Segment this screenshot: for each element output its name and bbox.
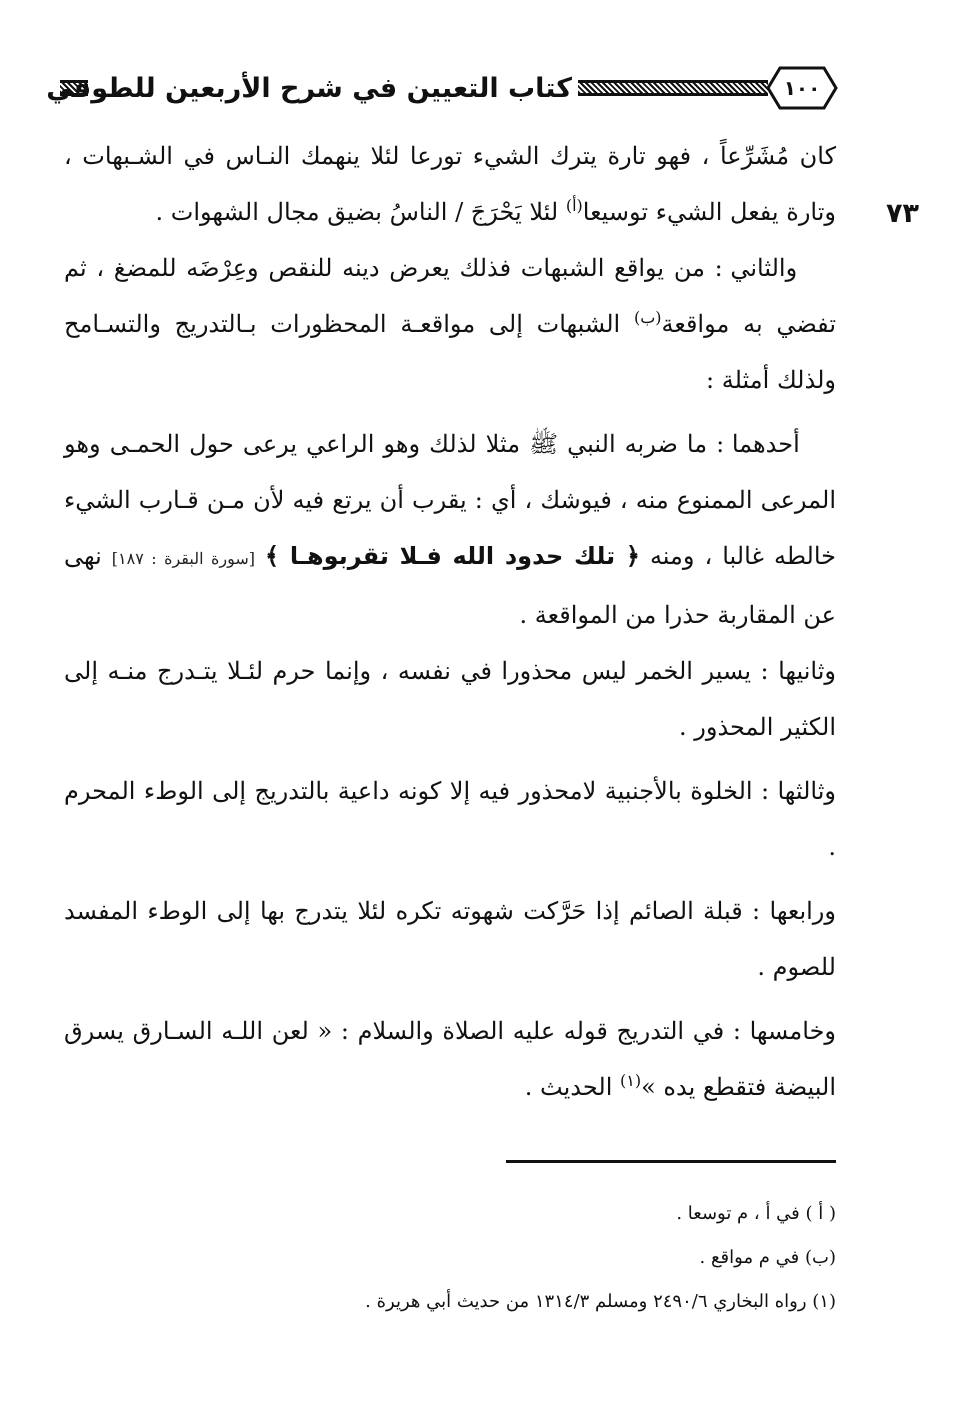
page-header	[46, 62, 836, 118]
paragraph-2: والثاني : من يواقع الشبهات فذلك يعرض دينه للنقص وعِرْضَه للمضغ ، ثم تفضي به مواقعة$^{(ب)}$ الشبهات إلى مواقعـة المحظورات بـالتدريج والتسـامح ولذلك أمثلة :	[64, 254, 836, 394]
paragraph-7: وخامسها : في التدريج قوله عليه الصلاة والسلام : « لعن اللـه السـارق يسرق البيضة فتقطع يده »$^{(١)}$ الحديث .	[64, 1017, 836, 1101]
paragraph-3: أحدهما : ما ضربه النبي ﷺ مثلا لذلك وهو الراعي يرعى حول الحمـى وهو المرعى الممنوع منه ، فيوشك ، أي : يقرب أن يرتع فيه لأن مـن قـارب الشيء خالطه غالبا ، ومنه ﴿ تلك حدود الله فـلا تقربوهـا ﴾ [سورة البقرة : ١٨٧] نهى عن المقاربة حذرا من المواقعة .	[64, 430, 836, 629]
book-title: كتاب التعيين في شرح الأربعين للطوفي	[46, 73, 572, 104]
footnotes	[64, 1192, 836, 1324]
main-text	[64, 128, 836, 1115]
paragraph-4: وثانيها : يسير الخمر ليس محذورا في نفسه ، وإنما حرم لئـلا يتـدرج منـه إلى الكثير المحذور .	[64, 657, 836, 741]
quran-verse: ﴿ تلك حدود الله فـلا تقربوهـا ﴾	[265, 542, 640, 570]
footnote-a: ( أ ) في أ ، م توسعا .	[676, 1203, 836, 1224]
page-number: ١٠٠	[783, 76, 821, 100]
footnote-separator	[506, 1160, 836, 1163]
footnote-1: (١) رواه البخاري ٢٤٩٠/٦ ومسلم ١٣١٤/٣ من حديث أبي هريرة .	[365, 1291, 836, 1312]
paragraph-5: وثالثها : الخلوة بالأجنبية لامحذور فيه إلا كونه داعية بالتدريج إلى الوطء المحرم .	[64, 777, 836, 861]
paragraph-6: ورابعها : قبلة الصائم إذا حَرَّكت شهوته تكره لئلا يتدرج بها إلى الوطء المفسد للصوم .	[64, 897, 836, 981]
paragraph-1: كان مُشَرِّعاً ، فهو تارة يترك الشيء تورعا لئلا ينهمك النـاس في الشـبهات ، وتارة يفعل الشيء توسيعا$^{(أ)}$ لئلا يَحْرَجَ / الناسُ بضيق مجال الشهوات .	[64, 142, 836, 226]
footnote-marker: (أ)	[565, 196, 583, 215]
header-ornament-right	[578, 80, 768, 96]
footnote-marker: (ب)	[633, 308, 662, 327]
footnote-marker: (١)	[620, 1071, 642, 1090]
footnote-b: (ب) في م مواقع .	[699, 1247, 836, 1268]
verse-reference: [سورة البقرة : ١٨٧]	[111, 549, 256, 568]
page-number-badge	[766, 66, 838, 110]
margin-page-reference: ٧٣	[886, 198, 919, 229]
